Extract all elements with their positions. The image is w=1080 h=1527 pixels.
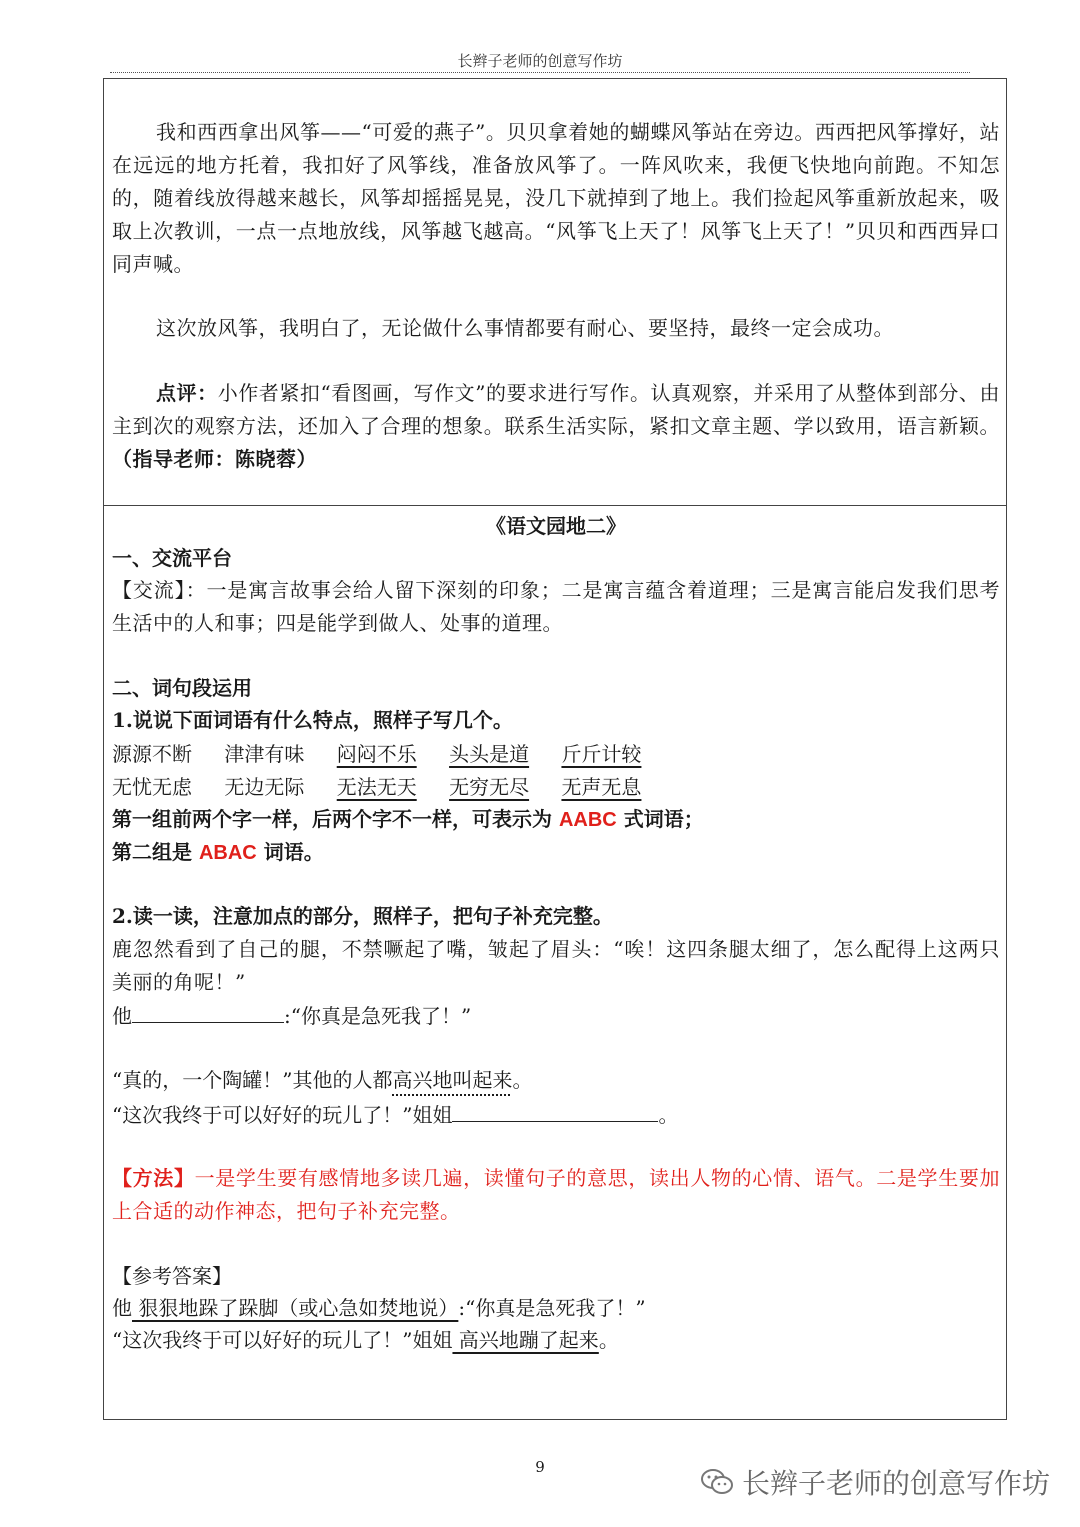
blank1-suffix: :“你真是急死我了！” (284, 1004, 472, 1028)
answer-2 (112, 1324, 1000, 1356)
blank-sentence-2 (112, 1097, 1000, 1131)
question-1: 1.说说下面词语有什么特点，照样子写几个。 (112, 708, 513, 732)
part2-heading: 二、词句段运用 (112, 676, 252, 700)
answer-1 (112, 1292, 1000, 1324)
method-paragraph (112, 1162, 1000, 1228)
exchange-paragraph (112, 574, 1000, 640)
watermark (700, 1462, 1050, 1504)
comment-text: 小作者紧扣“看图画，写作文”的要求进行写作。认真观察，并采用了从整体到部分、由主到次的观察方法，还加入了合理的想象。联系生活实际，紧扣文章主题、学以致用，语言新颖。 (112, 381, 1000, 438)
method-label: 【方法】 (112, 1166, 195, 1190)
example2-dotted-text: 高兴地叫起来 (392, 1068, 513, 1092)
answer-blank-2[interactable] (452, 1097, 658, 1122)
word-item: 斤斤计较 (561, 742, 642, 766)
exchange-label: 【交流】 (112, 578, 186, 602)
group2-explanation (112, 836, 1000, 869)
group1-text: 第一组前两个字一样，后两个字不一样，可表示为 (112, 807, 559, 831)
example1-text-b: 噘起了嘴，皱起了眉头 (383, 937, 593, 961)
word-row-2 (112, 771, 1000, 803)
answer1-fill: 狠狠地跺了跺脚（或心急如焚地说） (132, 1296, 459, 1320)
word-item: 无穷无尽 (449, 775, 530, 799)
word-row-1 (112, 738, 1000, 770)
word-item: 无声无息 (561, 775, 642, 799)
teacher-credit: （指导老师：陈晓蓉） (112, 447, 317, 471)
group1-code: AABC (558, 809, 617, 831)
word-item: 闷闷不乐 (336, 742, 417, 766)
answer1-prefix: 他 (112, 1296, 132, 1320)
essay-paragraph-1: 我和西西拿出风筝——“可爱的燕子”。贝贝拿着她的蝴蝶风筝站在旁边。西西把风筝撑好，站在远远的地方托着，我扣好了风筝线，准备放风筝了。一阵风吹来，我便飞快地向前跑。不知怎的，随着线放得越来越长，风筝却摇摇晃晃，没几下就掉到了地上。我们捡起风筝重新放起来，吸取上次教训，一点一点地放线，风筝越飞越高。“风筝飞上天了！风筝飞上天了！”贝贝和西西异口同声喊。 (112, 120, 1000, 276)
word-item: 无忧无虑 (112, 775, 192, 799)
blank2-prefix: “这次我终于可以好好的玩儿了！”姐姐 (112, 1103, 453, 1127)
example1-text-a: 鹿忽然看到了自己的腿，不禁 (112, 937, 384, 961)
comment-paragraph (112, 377, 1000, 476)
method-text: 一是学生要有感情地多读几遍，读懂句子的意思，读出人物的心情、语气。二是学生要加上合适的动作神态，把句子补充完整。 (112, 1166, 1001, 1223)
example-sentence-1 (112, 933, 1000, 999)
section-title: 《语文园地二》 (486, 514, 626, 538)
word-item: 津津有味 (224, 742, 305, 766)
example2-text-a: “真的，一个陶罐！”其他的人都 (112, 1068, 393, 1092)
essay-paragraph-2: 这次放风筝，我明白了，无论做什么事情都要有耐心、要坚持，最终一定会成功。 (156, 316, 894, 340)
group1-explanation (112, 803, 1000, 836)
group2-suffix: 词语。 (256, 840, 324, 864)
example-sentence-2 (112, 1064, 1000, 1096)
comment-label: 点评： (156, 381, 218, 405)
word-item: 无法无天 (336, 775, 417, 799)
answer1-suffix: :“你真是急死我了！” (458, 1296, 646, 1320)
running-header: 长辫子老师的创意写作坊 (457, 52, 623, 70)
wechat-icon (700, 1467, 734, 1504)
header-rule (110, 72, 970, 73)
question-2: 2.读一读，注意加点的部分，照样子，把句子补充完整。 (112, 904, 613, 928)
blank2-suffix: 。 (658, 1103, 679, 1127)
answer-blank-1[interactable] (132, 998, 284, 1023)
blank-sentence-1 (112, 998, 1000, 1032)
group1-suffix: 式词语； (616, 807, 704, 831)
blank1-prefix: 他 (112, 1004, 132, 1028)
word-item: 头头是道 (449, 742, 530, 766)
group2-text: 第二组是 (112, 840, 199, 864)
part1-heading: 一、交流平台 (112, 546, 232, 570)
word-item: 无边无际 (224, 775, 305, 799)
example1-text-c: ：“唉！这四条腿太细了，怎么配得上这两只美丽的角呢！” (112, 937, 1001, 994)
page-number: 9 (535, 1458, 545, 1476)
answer-heading: 【参考答案】 (112, 1264, 232, 1288)
example2-text-c: 。 (512, 1068, 533, 1092)
answer2-suffix: 。 (598, 1328, 619, 1352)
word-item: 源源不断 (112, 742, 192, 766)
answer2-prefix: “这次我终于可以好好的玩儿了！”姐姐 (112, 1328, 453, 1352)
exchange-text: ：一是寓言故事会给人留下深刻的印象；二是寓言蕴含着道理；三是寓言能启发我们思考生活中的人和事；四是能学到做人、处事的道理。 (112, 578, 1001, 635)
group2-code: ABAC (198, 842, 257, 864)
answer2-fill: 高兴地蹦了起来 (452, 1328, 599, 1352)
watermark-text: 长辫子老师的创意写作坊 (742, 1467, 1051, 1500)
